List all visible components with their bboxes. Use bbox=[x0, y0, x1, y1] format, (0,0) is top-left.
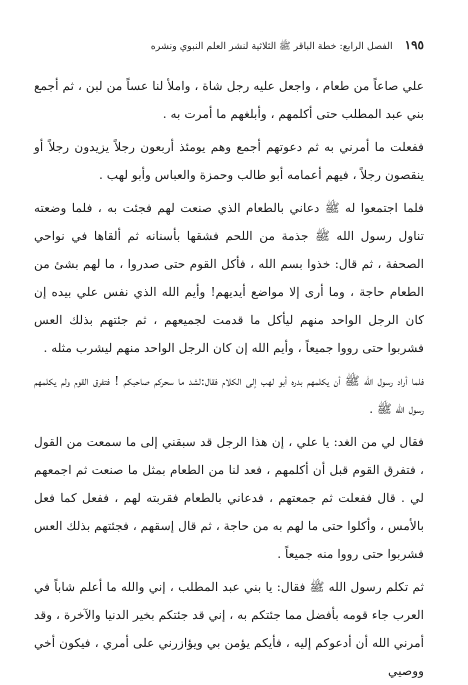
paragraph: ثم تكلم رسول الله ﷺ فقال: يا بني عبد المطلب ، إني والله ما أعلم شاباً في العرب جاء قومه بأفضل مما جئتكم به ، إني قد جئتكم بخير الدنيا والآخرة ، وقد أمرني الله أن أدعوكم إليه ، فأيكم يؤمن بي ويؤازرني على أمري ، فيكون أخي ووصيي bbox=[34, 580, 424, 678]
page-number: ١٩٥ bbox=[404, 38, 424, 52]
running-header bbox=[34, 38, 424, 54]
paragraph: فقال لي من الغد: يا علي ، إن هذا الرجل قد سبقني إلى ما سمعت من القول ، فتفرق القوم قبل أن أكلمهم ، فعد لنا من الطعام بمثل ما صنعت ثم اجمعهم لي . قال ففعلت ثم جمعتهم ، فدعاني بالطعام فقربته لهم ، ففعل كما فعل بالأمس ، وأكلوا حتى ما لهم به من حاجة ، ثم قال إسقهم ، فجئتهم بذلك العس فشربوا حتى رووا منه جميعاً . bbox=[34, 435, 424, 561]
body-text bbox=[34, 72, 424, 685]
paragraph: ففعلت ما أمرني به ثم دعوتهم أجمع وهم يومئذ أربعون رجلاً يزيدون رجلاً أو ينقصون رجلاً ، فيهم أعمامه أبو طالب وحمزة والعباس وأبو لهب . bbox=[34, 140, 424, 182]
paragraph: فلما اجتمعوا له ﷺ دعاني بالطعام الذي صنعت لهم فجئت به ، فلما وضعته تناول رسول الله ﷺ جذمة من اللحم فشقها بأسنانه ثم ألقاها في نواحي الصحفة ، ثم قال: خذوا بسم الله ، فأكل القوم حتى صدروا ، ما لهم بشئ من الطعام حاجة ، وما أرى إلا مواضع أيديهم! وأيم الله الذي نفس علي بيده إن كان الرجل الواحد منهم ليأكل ما قدمت لجميعهم ، ثم جئتهم بذلك العس فشربوا حتى رووا جميعاً ، وأيم الله إن كان الرجل الواحد منهم ليشرب مثله . bbox=[34, 201, 424, 355]
running-title: الفصل الرابع: خطة الباقر ﷺ الثلاثية لنشر العلم النبوي ونشره bbox=[150, 41, 393, 52]
paragraph: فلما أراد رسول الله ﷺ أن يكلمهم بدره أبو لهب إلى الكلام فقال:لشد ما سحركم صاحبكم ! فتفرق القوم ولم يكلمهم رسول الله ﷺ . bbox=[34, 374, 424, 416]
paragraph: علي صاعاً من طعام ، واجعل عليه رجل شاة ، واملأ لنا عساً من لبن ، ثم أجمع بني عبد المطلب حتى أكلمهم ، وأبلغهم ما أمرت به . bbox=[34, 79, 424, 121]
